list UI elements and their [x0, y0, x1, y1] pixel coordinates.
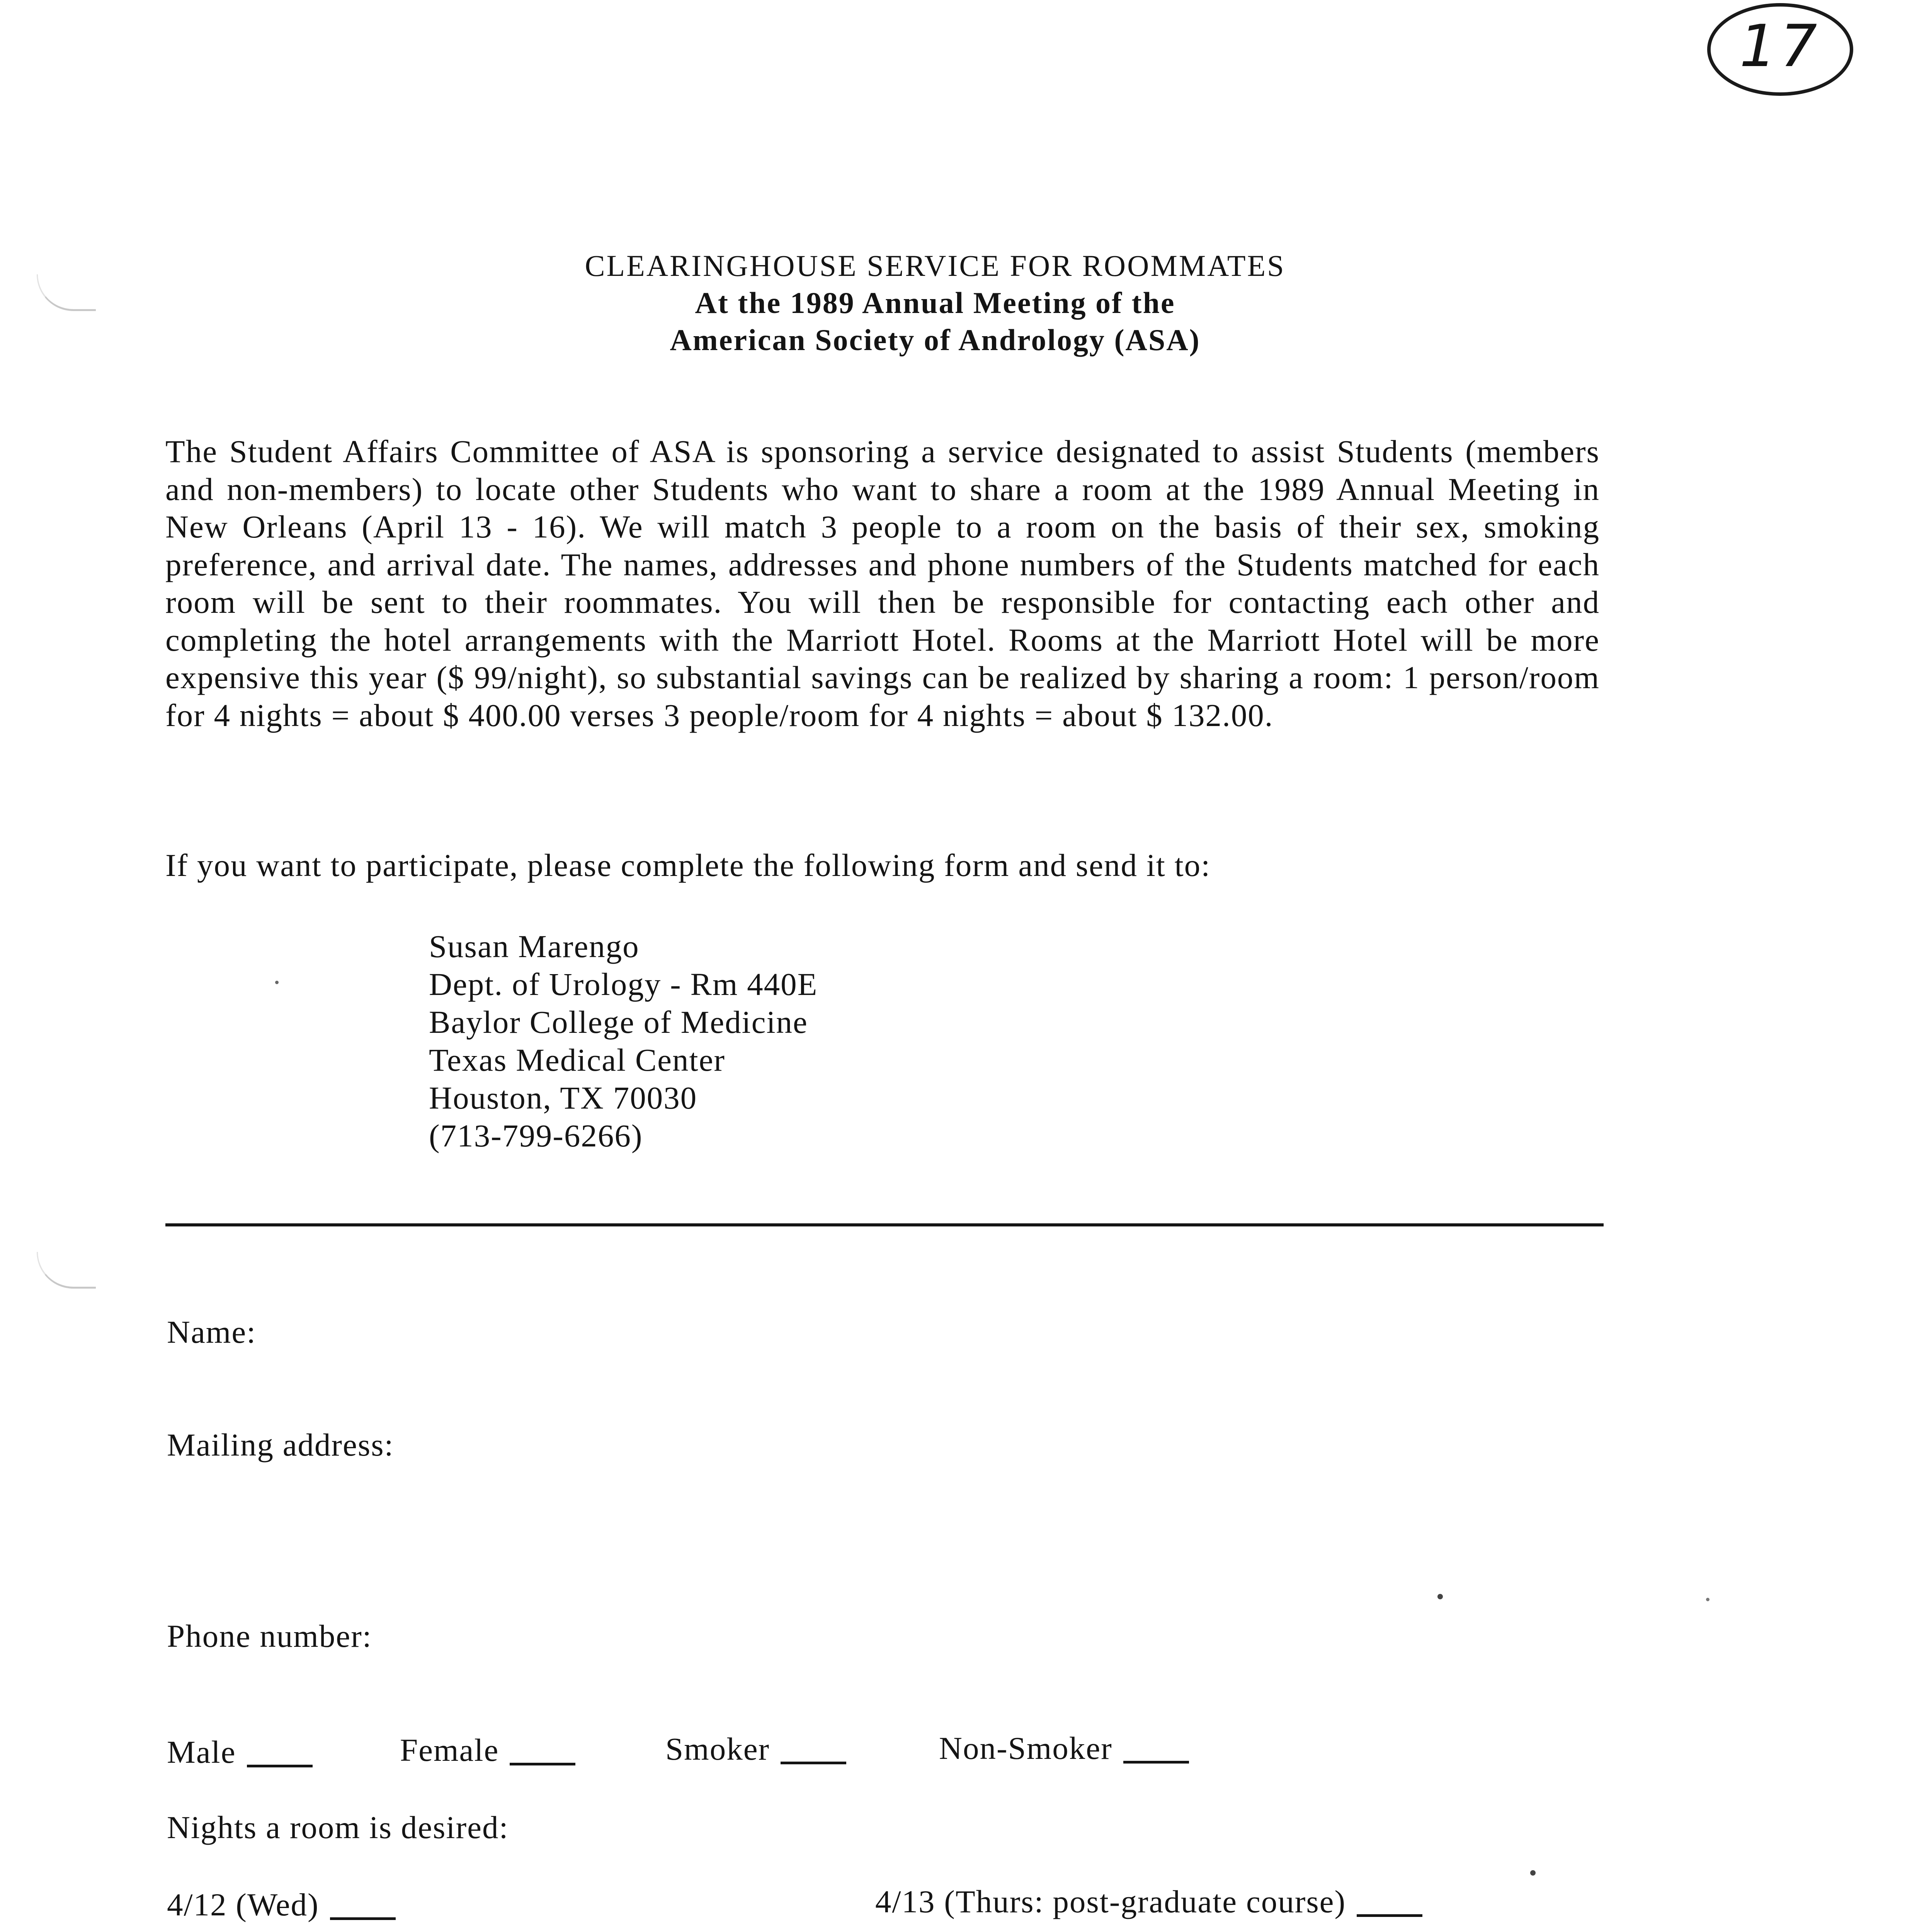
document-subtitle-1: At the 1989 Annual Meeting of the [695, 286, 1175, 320]
nonsmoker-label: Non-Smoker [939, 1730, 1112, 1766]
night-option-413 [875, 1883, 1422, 1920]
contact-center: Texas Medical Center [429, 1042, 726, 1078]
page-number-text: 17 [1739, 13, 1821, 80]
nonsmoker-blank[interactable] [1123, 1761, 1189, 1764]
male-label: Male [167, 1734, 236, 1770]
contact-name: Susan Marengo [429, 929, 640, 964]
address-field-label: Mailing address: [167, 1427, 394, 1463]
contact-phone: (713-799-6266) [429, 1118, 643, 1153]
contact-address [429, 927, 1279, 1155]
punch-hole-mark [37, 274, 96, 311]
scan-speck [1706, 1598, 1709, 1601]
female-blank[interactable] [510, 1763, 575, 1765]
smoker-label: Smoker [665, 1731, 770, 1767]
punch-hole-mark [37, 1252, 96, 1289]
female-label: Female [400, 1732, 499, 1768]
male-option [167, 1733, 313, 1771]
intro-paragraph: The Student Affairs Committee of ASA is sponsoring a service designated to assist Students (members and non-members) to locate other Students who want to share a room at the 1989 Annual Meeting in New Orleans (April 13 - 16). We will match 3 people to a room on the basis of their sex, smoking preference, and arrival date. The names, addresses and phone numbers of the Students matched for each room will be sent to their roommates. You will then be responsible for contacting each other and completing the hotel arrangements with the Marriott Hotel. Rooms at the Marriott Hotel will be more expensive this year ($ 99/night), so substantial savings can be realized by sharing a room: 1 person/room for 4 nights = about $ 400.00 verses 3 people/room for 4 nights = about $ 132.00. [165, 434, 1600, 733]
document-title: CLEARINGHOUSE SERVICE FOR ROOMMATES [585, 249, 1286, 282]
night-412-blank[interactable] [330, 1917, 396, 1920]
contact-college: Baylor College of Medicine [429, 1004, 808, 1040]
female-option [400, 1731, 575, 1769]
nonsmoker-option [939, 1729, 1189, 1767]
scan-speck [275, 981, 279, 984]
nights-field-label: Nights a room is desired: [167, 1810, 509, 1845]
submission-instruction: If you want to participate, please complete the following form and send it to: [165, 847, 1211, 883]
name-field-label: Name: [167, 1314, 257, 1350]
night-413-label: 4/13 (Thurs: post-graduate course) [875, 1884, 1346, 1919]
section-divider [165, 1223, 1604, 1226]
smoker-option [665, 1730, 846, 1768]
contact-department: Dept. of Urology - Rm 440E [429, 966, 818, 1002]
male-blank[interactable] [247, 1765, 313, 1767]
phone-field-label: Phone number: [167, 1618, 372, 1654]
page-number-mark [1707, 3, 1853, 96]
night-412-label: 4/12 (Wed) [167, 1887, 319, 1922]
smoker-blank[interactable] [781, 1762, 846, 1764]
document-header [162, 247, 1708, 359]
contact-city: Houston, TX 70030 [429, 1080, 697, 1116]
night-option-412 [167, 1886, 396, 1923]
document-subtitle-2: American Society of Andrology (ASA) [670, 323, 1201, 357]
scan-speck [1437, 1594, 1443, 1599]
scan-speck [1530, 1870, 1536, 1876]
night-413-blank[interactable] [1357, 1914, 1422, 1917]
